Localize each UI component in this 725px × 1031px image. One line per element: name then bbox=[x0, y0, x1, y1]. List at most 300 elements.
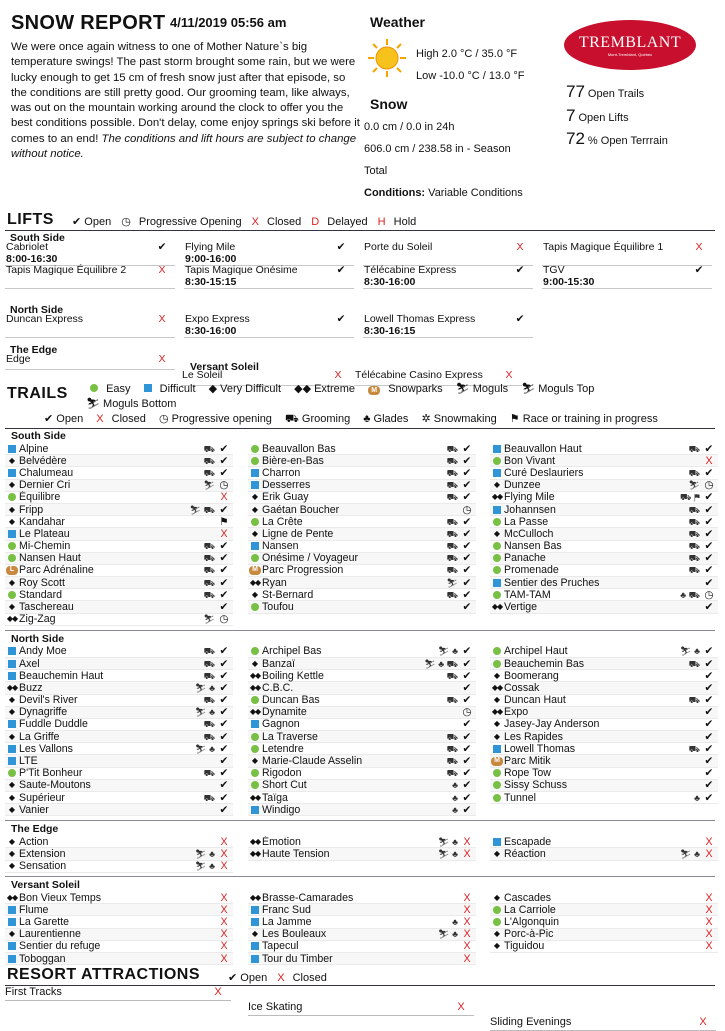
trail-row[interactable] bbox=[490, 516, 718, 528]
trail-row[interactable] bbox=[248, 792, 476, 804]
difficult-square-icon bbox=[493, 469, 501, 477]
trail-row[interactable] bbox=[5, 589, 233, 601]
trail-row[interactable] bbox=[490, 553, 718, 565]
trail-row[interactable] bbox=[5, 792, 233, 804]
trail-row[interactable] bbox=[248, 467, 476, 479]
easy-circle-icon bbox=[251, 554, 259, 562]
diamond-icon: ◆ bbox=[8, 861, 16, 871]
trail-row[interactable] bbox=[5, 553, 233, 565]
trail-row[interactable] bbox=[5, 528, 233, 540]
trail-row[interactable] bbox=[490, 658, 718, 670]
trail-row[interactable] bbox=[490, 792, 718, 804]
trail-row[interactable] bbox=[248, 443, 476, 455]
trail-row[interactable] bbox=[490, 492, 718, 504]
trail-difficulty bbox=[490, 757, 504, 766]
difficult-square-icon bbox=[8, 647, 16, 655]
trail-row[interactable] bbox=[248, 682, 476, 694]
double-diamond-icon: ◆◆ bbox=[249, 849, 261, 859]
trail-extras: ⛷ bbox=[446, 577, 458, 588]
trail-row[interactable] bbox=[490, 504, 718, 516]
trail-extras: ⛟ bbox=[446, 565, 458, 576]
easy-circle-icon bbox=[493, 918, 501, 926]
tremblant-logo[interactable]: TREMBLANT Mont-Tremblant, Québec bbox=[564, 20, 696, 70]
trail-row[interactable] bbox=[490, 601, 718, 613]
trails-title: TRAILS bbox=[7, 385, 68, 402]
trail-row[interactable] bbox=[248, 577, 476, 589]
weather-title: Weather bbox=[370, 14, 425, 30]
status-closed-icon: X bbox=[158, 313, 166, 325]
trail-difficulty bbox=[5, 603, 19, 611]
divider bbox=[5, 820, 715, 821]
trail-row[interactable] bbox=[490, 541, 718, 553]
trail-row[interactable] bbox=[248, 929, 476, 941]
trail-row[interactable] bbox=[490, 577, 718, 589]
trail-row[interactable] bbox=[248, 589, 476, 601]
trail-row[interactable] bbox=[5, 731, 233, 743]
trail-difficulty bbox=[5, 469, 19, 477]
trail-name: Saute-Moutons bbox=[19, 779, 91, 792]
status-open-icon: ✔ bbox=[219, 681, 229, 694]
trail-difficulty bbox=[5, 530, 19, 538]
trail-difficulty bbox=[490, 682, 504, 694]
trail-row[interactable] bbox=[248, 480, 476, 492]
lift-item[interactable] bbox=[184, 242, 354, 266]
trail-difficulty bbox=[490, 591, 504, 599]
trail-name: Ryan bbox=[262, 576, 287, 589]
status-open-icon: ✔ bbox=[704, 527, 714, 540]
status-open-icon: ✔ bbox=[219, 755, 229, 768]
lift-hours: 8:30-15:15 bbox=[185, 275, 237, 288]
trail-row[interactable] bbox=[5, 743, 233, 755]
trail-name: Expo bbox=[504, 706, 529, 719]
lift-item[interactable] bbox=[5, 242, 175, 266]
lift-item[interactable] bbox=[542, 242, 712, 266]
trail-row[interactable] bbox=[248, 904, 476, 916]
trail-row[interactable] bbox=[248, 646, 476, 658]
trail-difficulty bbox=[248, 554, 262, 562]
trail-name: Flume bbox=[19, 903, 49, 916]
diamond-icon: ◆ bbox=[8, 849, 16, 859]
trail-difficulty bbox=[248, 530, 262, 538]
lift-name: Télécabine Express bbox=[364, 264, 457, 276]
trail-extras: ⛟ bbox=[688, 467, 700, 478]
diamond-icon: ◆ bbox=[251, 929, 259, 939]
diamond-icon: ◆ bbox=[493, 849, 501, 859]
trail-name: Duncan Bas bbox=[262, 694, 320, 707]
trail-name: TAM-TAM bbox=[504, 588, 551, 601]
easy-circle-icon bbox=[493, 591, 501, 599]
trail-row[interactable] bbox=[248, 804, 476, 816]
trail-difficulty bbox=[248, 930, 262, 938]
trail-group-header: Versant Soleil bbox=[11, 879, 80, 891]
lift-item[interactable] bbox=[184, 314, 354, 338]
trail-row[interactable] bbox=[490, 731, 718, 743]
trail-row[interactable] bbox=[5, 492, 233, 504]
trail-row[interactable] bbox=[248, 670, 476, 682]
trail-extras: ⛷ ♣ bbox=[195, 743, 215, 754]
trail-difficulty bbox=[248, 457, 262, 465]
trail-row[interactable] bbox=[5, 953, 233, 965]
status-closed-icon: X bbox=[457, 1001, 465, 1013]
difficult-square-icon bbox=[251, 906, 259, 914]
trail-row[interactable] bbox=[5, 565, 233, 577]
trail-name: Lowell Thomas bbox=[504, 742, 576, 755]
lift-item[interactable] bbox=[5, 265, 175, 289]
trail-row[interactable] bbox=[5, 614, 233, 626]
trail-difficulty bbox=[5, 457, 19, 465]
trail-row[interactable] bbox=[5, 455, 233, 467]
trail-difficulty bbox=[5, 806, 19, 814]
trail-extras: ♣ bbox=[694, 792, 700, 803]
status-open-icon: ✔ bbox=[704, 742, 714, 755]
lifts-section bbox=[0, 232, 725, 381]
lift-name: Flying Mile bbox=[185, 241, 236, 253]
trail-row[interactable] bbox=[248, 916, 476, 928]
status-open-icon: ✔ bbox=[704, 515, 714, 528]
status-open-icon: ✔ bbox=[219, 601, 229, 614]
trail-row[interactable] bbox=[5, 467, 233, 479]
trail-row[interactable] bbox=[5, 861, 233, 873]
trail-row[interactable] bbox=[248, 848, 476, 860]
trail-name: Vertige bbox=[504, 601, 537, 614]
trail-name: Bon Vieux Temps bbox=[19, 891, 102, 904]
status-closed-icon: X bbox=[705, 835, 713, 848]
status-open-icon: ✔ bbox=[336, 241, 346, 253]
lift-hours: 9:00-16:00 bbox=[185, 252, 237, 265]
trail-row[interactable] bbox=[490, 589, 718, 601]
diamond-icon: ◆ bbox=[8, 792, 16, 802]
trail-row[interactable] bbox=[5, 601, 233, 613]
trail-difficulty bbox=[248, 591, 262, 599]
trail-extras: ⛷ ⛟ bbox=[189, 504, 215, 515]
lift-item[interactable] bbox=[363, 314, 533, 338]
trail-difficulty bbox=[490, 647, 504, 655]
trail-row[interactable] bbox=[490, 480, 718, 492]
trail-row[interactable] bbox=[248, 836, 476, 848]
trail-row[interactable] bbox=[490, 916, 718, 928]
trail-extras: ⛟ bbox=[203, 565, 215, 576]
trail-name: Les Vallons bbox=[19, 742, 73, 755]
trail-difficulty bbox=[248, 892, 262, 904]
trail-row[interactable] bbox=[5, 480, 233, 492]
trail-row[interactable] bbox=[490, 929, 718, 941]
status-closed-icon: X bbox=[705, 915, 713, 928]
trail-row[interactable] bbox=[490, 892, 718, 904]
trail-row[interactable] bbox=[490, 768, 718, 780]
lift-item[interactable] bbox=[542, 265, 712, 289]
trail-difficulty bbox=[490, 518, 504, 526]
diamond-icon: ◆ bbox=[251, 492, 259, 502]
trail-row[interactable] bbox=[248, 695, 476, 707]
lift-item[interactable] bbox=[5, 354, 175, 370]
trail-row[interactable] bbox=[490, 682, 718, 694]
diamond-icon: ◆ bbox=[8, 480, 16, 490]
trail-name: La Traverse bbox=[262, 730, 318, 743]
status-open-icon: ✔ bbox=[462, 479, 472, 492]
status-closed-icon: X bbox=[220, 860, 228, 873]
trail-extras: ⛟ bbox=[203, 541, 215, 552]
trail-row[interactable] bbox=[5, 541, 233, 553]
trail-row[interactable] bbox=[490, 455, 718, 467]
lift-hours: 8:30-16:00 bbox=[364, 275, 416, 288]
status-closed-icon: X bbox=[220, 915, 228, 928]
trail-row[interactable] bbox=[248, 541, 476, 553]
status-closed-icon: X bbox=[214, 986, 222, 998]
status-open-icon: ✔ bbox=[462, 718, 472, 731]
trail-row[interactable] bbox=[248, 492, 476, 504]
status-closed-icon: X bbox=[705, 891, 713, 904]
lift-item[interactable] bbox=[363, 242, 533, 266]
trail-row[interactable] bbox=[490, 743, 718, 755]
attractions-title: RESORT ATTRACTIONS bbox=[7, 966, 200, 983]
trail-row[interactable] bbox=[490, 941, 718, 953]
status-open-icon: ✔ bbox=[462, 576, 472, 589]
trail-row[interactable] bbox=[248, 516, 476, 528]
trail-name: Tunnel bbox=[504, 791, 536, 804]
trail-row[interactable] bbox=[5, 804, 233, 816]
trail-row[interactable] bbox=[490, 528, 718, 540]
trail-row[interactable] bbox=[490, 904, 718, 916]
trail-difficulty bbox=[490, 660, 504, 668]
lift-name: Cabriolet bbox=[6, 241, 49, 253]
trail-name: Rope Tow bbox=[504, 767, 551, 780]
trail-row[interactable] bbox=[248, 719, 476, 731]
trail-row[interactable] bbox=[490, 695, 718, 707]
trail-row[interactable] bbox=[5, 836, 233, 848]
status-open-icon: ✔ bbox=[462, 742, 472, 755]
attraction-item[interactable] bbox=[5, 986, 231, 1001]
status-open-icon: ✔ bbox=[462, 669, 472, 682]
easy-circle-icon bbox=[251, 457, 259, 465]
trail-row[interactable] bbox=[5, 848, 233, 860]
trail-row[interactable] bbox=[5, 516, 233, 528]
trail-row[interactable] bbox=[490, 707, 718, 719]
status-open-icon: ✔ bbox=[704, 718, 714, 731]
diamond-icon: ◆ bbox=[493, 941, 501, 951]
trail-row[interactable] bbox=[248, 528, 476, 540]
trail-row[interactable] bbox=[490, 670, 718, 682]
trail-difficulty bbox=[490, 457, 504, 465]
trail-name: Émotion bbox=[262, 835, 301, 848]
trail-name: Toufou bbox=[262, 601, 294, 614]
difficult-square-icon bbox=[493, 838, 501, 846]
trail-row[interactable] bbox=[248, 455, 476, 467]
trail-row[interactable] bbox=[248, 658, 476, 670]
intro-text: We were once again witness to one of Mother Nature`s big temperature swings! The past storm brought some rain, but we were lucky enough to get 15 cm of fresh snow just after that episode, so the conditions are still pretty good. Our grooming team, like always, was out on the mountain working around the clock to offer you the best conditions possible. Don't delay, come enjoy springs ski before it comes to an end! The conditions and lift hours are subject to change without notice. bbox=[11, 41, 360, 161]
trail-name: Chalumeau bbox=[19, 466, 74, 479]
trail-row[interactable] bbox=[5, 646, 233, 658]
trail-row[interactable] bbox=[248, 780, 476, 792]
trail-name: Sentier du refuge bbox=[19, 940, 101, 953]
trail-row[interactable] bbox=[5, 719, 233, 731]
lift-item[interactable] bbox=[5, 314, 175, 338]
trail-row[interactable] bbox=[5, 504, 233, 516]
trail-name: Action bbox=[19, 835, 49, 848]
trail-row[interactable] bbox=[248, 768, 476, 780]
status-open-icon: ✔ bbox=[462, 657, 472, 670]
clock-icon: ◷ bbox=[121, 216, 131, 228]
trail-extras: ⛟ bbox=[446, 731, 458, 742]
lift-name: Edge bbox=[6, 353, 31, 365]
trail-row[interactable] bbox=[490, 719, 718, 731]
trail-row[interactable] bbox=[5, 695, 233, 707]
trail-row[interactable] bbox=[5, 443, 233, 455]
trail-difficulty bbox=[5, 850, 19, 858]
trail-name: Escapade bbox=[504, 835, 552, 848]
trail-difficulty bbox=[248, 647, 262, 655]
trail-name: Desserres bbox=[262, 479, 311, 492]
trail-difficulty bbox=[248, 955, 262, 963]
trail-row[interactable] bbox=[248, 953, 476, 965]
easy-circle-icon bbox=[493, 566, 501, 574]
trail-name: Taschereau bbox=[19, 601, 74, 614]
status-open-icon: ✔ bbox=[219, 742, 229, 755]
trail-extras: ⛟ bbox=[446, 480, 458, 491]
trail-name: Le Plateau bbox=[19, 527, 70, 540]
easy-circle-icon bbox=[8, 769, 16, 777]
trail-name: Les Bouleaux bbox=[262, 928, 327, 941]
status-open-icon: ✔ bbox=[219, 576, 229, 589]
lift-name: Le Soleil bbox=[182, 369, 223, 381]
trail-row[interactable] bbox=[5, 916, 233, 928]
trail-difficulty bbox=[248, 745, 262, 753]
status-open-icon: ✔ bbox=[219, 442, 229, 455]
trail-extras: ⛟ bbox=[203, 731, 215, 742]
trail-column bbox=[5, 443, 233, 626]
lifts-legend: ✔ Open ◷ Progressive Opening X Closed D Delayed H Hold bbox=[72, 216, 417, 228]
trail-extras: ⛟ bbox=[446, 455, 458, 466]
trail-column bbox=[490, 836, 718, 860]
diamond-icon: ◆ bbox=[493, 480, 501, 490]
trail-row[interactable] bbox=[248, 743, 476, 755]
status-closed-icon: X bbox=[220, 491, 228, 504]
attraction-item[interactable] bbox=[248, 1001, 474, 1016]
trail-name: LTE bbox=[19, 755, 38, 768]
status-open-icon: ✔ bbox=[157, 241, 167, 253]
status-open-icon: ✔ bbox=[219, 767, 229, 780]
status-progressive-icon: ◷ bbox=[219, 479, 229, 492]
status-open-icon: ✔ bbox=[219, 694, 229, 707]
trail-row[interactable] bbox=[5, 707, 233, 719]
trail-row[interactable] bbox=[248, 707, 476, 719]
trail-row[interactable] bbox=[248, 601, 476, 613]
trail-row[interactable] bbox=[5, 941, 233, 953]
double-diamond-icon: ◆◆ bbox=[6, 892, 18, 902]
open-trails: 77 Open Trails bbox=[566, 82, 645, 101]
trail-extras: ⛷ ♣ bbox=[195, 682, 215, 693]
trail-row[interactable] bbox=[490, 836, 718, 848]
status-closed-icon: X bbox=[220, 952, 228, 965]
trail-row[interactable] bbox=[5, 768, 233, 780]
trail-row[interactable] bbox=[490, 755, 718, 767]
difficult-square-icon bbox=[8, 720, 16, 728]
lift-name: Lowell Thomas Express bbox=[364, 313, 476, 325]
trail-extras: ⛷ bbox=[203, 614, 215, 625]
trail-row[interactable] bbox=[5, 892, 233, 904]
status-open-icon: ✔ bbox=[219, 779, 229, 792]
difficult-square-icon bbox=[8, 757, 16, 765]
lift-item[interactable] bbox=[184, 265, 354, 289]
trail-row[interactable] bbox=[5, 755, 233, 767]
trail-extras: ⛟ bbox=[446, 553, 458, 564]
trail-difficulty bbox=[490, 672, 504, 680]
trail-row[interactable] bbox=[5, 929, 233, 941]
trail-row[interactable] bbox=[5, 577, 233, 589]
status-open-icon: ✔ bbox=[219, 466, 229, 479]
diamond-icon: ◆ bbox=[8, 516, 16, 526]
trail-row[interactable] bbox=[5, 904, 233, 916]
attraction-item[interactable] bbox=[490, 1016, 716, 1031]
trail-name: Beauchemin Bas bbox=[504, 657, 585, 670]
trail-extras: ⛷ bbox=[688, 480, 700, 491]
trail-row[interactable] bbox=[490, 565, 718, 577]
lift-name: Tapis Magique Onésime bbox=[185, 264, 298, 276]
trail-row[interactable] bbox=[5, 670, 233, 682]
trail-column bbox=[248, 646, 476, 817]
trail-row[interactable] bbox=[248, 553, 476, 565]
double-diamond-icon: ◆◆ bbox=[491, 707, 503, 717]
trail-name: La Crête bbox=[262, 515, 303, 528]
trail-row[interactable] bbox=[248, 892, 476, 904]
trail-name: Alpine bbox=[19, 442, 49, 455]
status-open-icon: ✔ bbox=[462, 442, 472, 455]
trail-name: Extension bbox=[19, 848, 66, 861]
trail-row[interactable] bbox=[490, 848, 718, 860]
status-open-icon: ✔ bbox=[462, 730, 472, 743]
temp-high: High 2.0 °C / 35.0 °F bbox=[416, 48, 518, 60]
diamond-icon: ◆ bbox=[8, 836, 16, 846]
trail-difficulty bbox=[5, 733, 19, 741]
trail-row[interactable] bbox=[490, 443, 718, 455]
trail-difficulty bbox=[490, 506, 504, 514]
trail-row[interactable] bbox=[5, 682, 233, 694]
trail-row[interactable] bbox=[248, 504, 476, 516]
trail-difficulty bbox=[490, 706, 504, 718]
trail-name: Banzaï bbox=[262, 657, 295, 670]
trail-difficulty bbox=[5, 930, 19, 938]
trail-row[interactable] bbox=[490, 780, 718, 792]
lift-item[interactable] bbox=[363, 265, 533, 289]
easy-circle-icon bbox=[493, 660, 501, 668]
status-open-icon: ✔ bbox=[462, 755, 472, 768]
trail-difficulty bbox=[5, 660, 19, 668]
trail-difficulty bbox=[490, 781, 504, 789]
trail-difficulty bbox=[5, 862, 19, 870]
trail-extras: ⛷ ♣ bbox=[438, 646, 458, 657]
status-open-icon: ✔ bbox=[462, 779, 472, 792]
trail-row[interactable] bbox=[248, 941, 476, 953]
lift-name: Duncan Express bbox=[6, 313, 84, 325]
trail-column bbox=[490, 646, 718, 804]
trail-difficulty bbox=[248, 682, 262, 694]
trail-row[interactable] bbox=[490, 467, 718, 479]
trail-name: Nansen Bas bbox=[504, 540, 562, 553]
trail-difficulty bbox=[490, 579, 504, 587]
lift-name: Expo Express bbox=[185, 313, 250, 325]
trail-row[interactable] bbox=[490, 646, 718, 658]
trail-column bbox=[5, 836, 233, 873]
trail-difficulty bbox=[5, 682, 19, 694]
easy-circle-icon bbox=[8, 591, 16, 599]
trail-difficulty bbox=[5, 542, 19, 550]
trail-row[interactable] bbox=[248, 731, 476, 743]
status-open-icon: ✔ bbox=[704, 466, 714, 479]
trail-name: Standard bbox=[19, 588, 62, 601]
trail-row[interactable] bbox=[248, 565, 476, 577]
trail-row[interactable] bbox=[5, 658, 233, 670]
trail-row[interactable] bbox=[248, 755, 476, 767]
trail-row[interactable] bbox=[5, 780, 233, 792]
